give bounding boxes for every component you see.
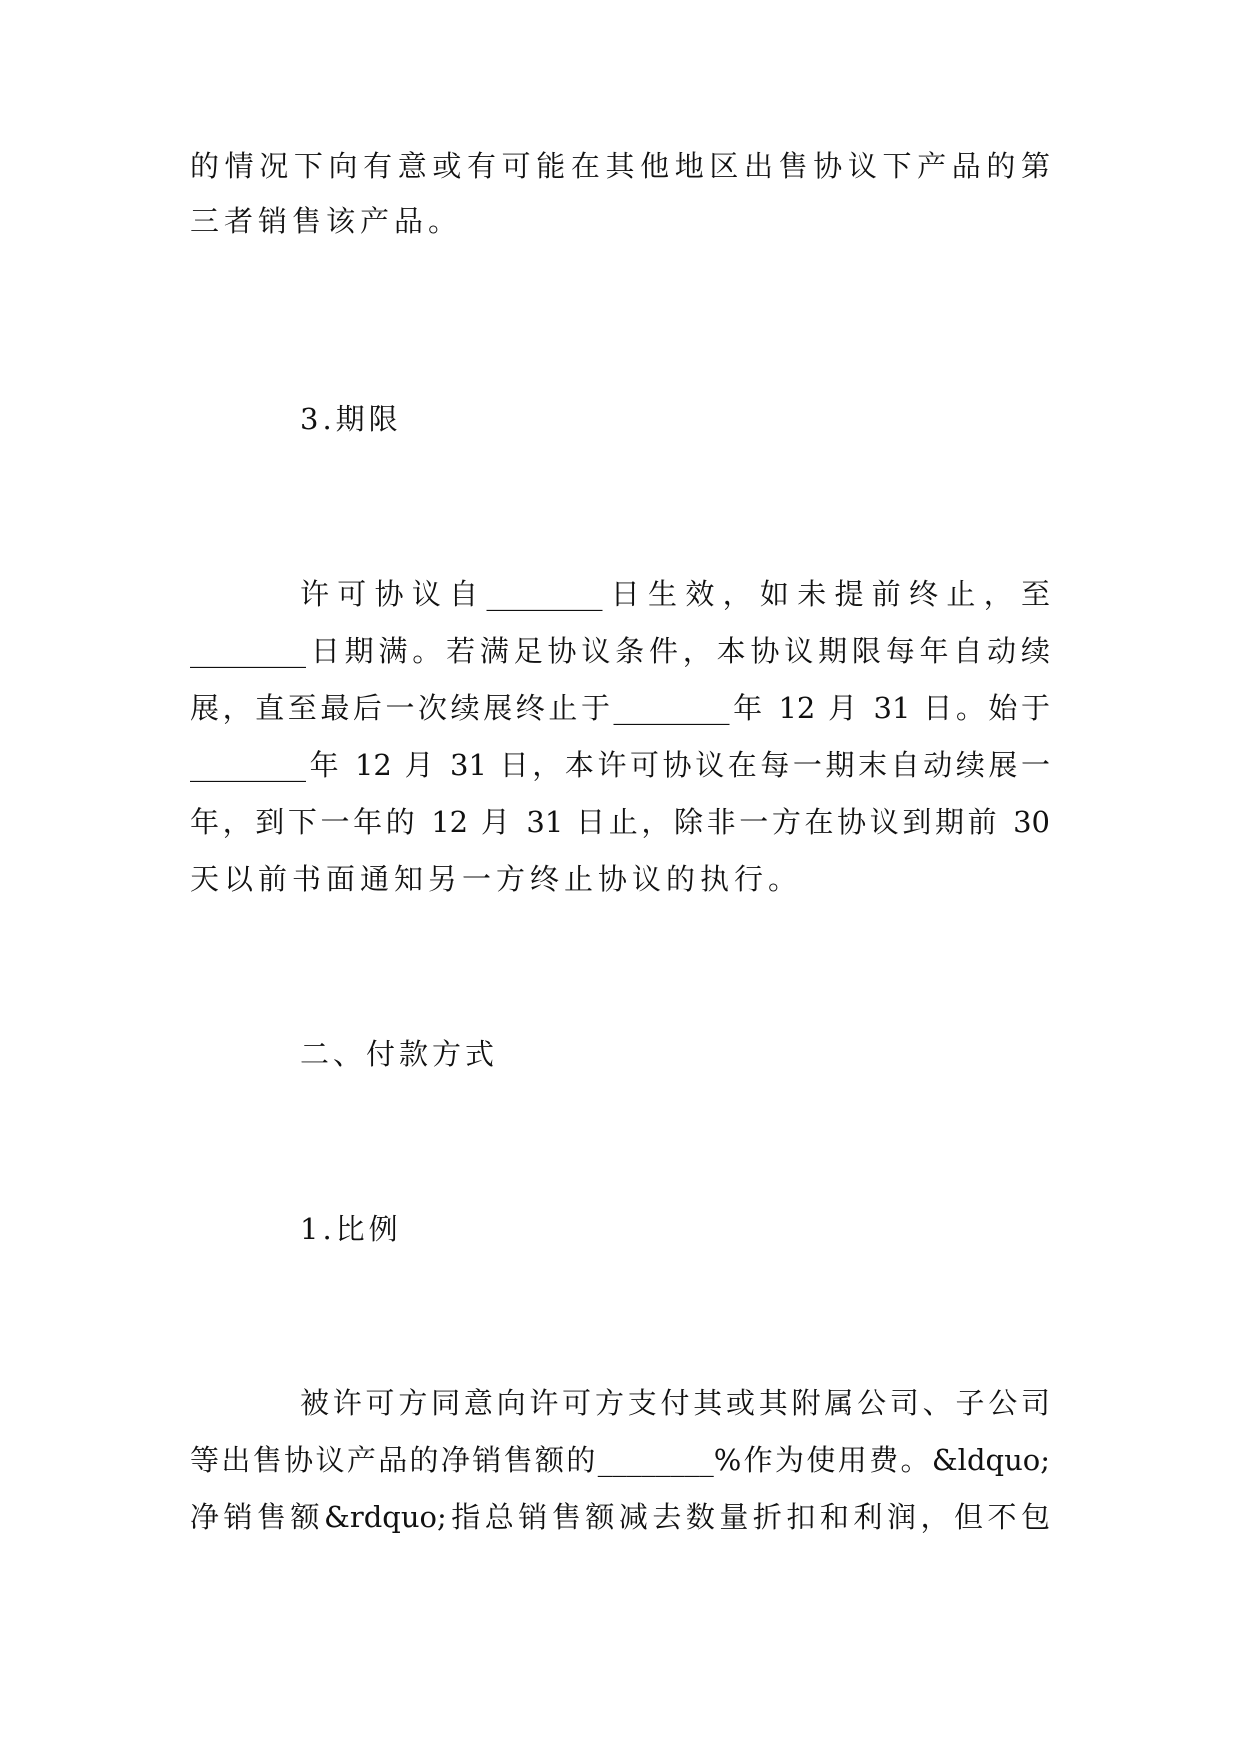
paragraph-2-line-6: 天以前书面通知另一方终止协议的执行。 (190, 862, 803, 896)
paragraph-2-line-2: ________日期满。若满足协议条件，本协议期限每年自动续 (190, 634, 1050, 668)
paragraph-2-line-3: 展，直至最后一次续展终止于________年 12 月 31 日。始于 (190, 691, 1050, 725)
paragraph-3-line-2: 等出售协议产品的净销售额的________%作为使用费。&ldquo; (190, 1443, 1050, 1477)
paragraph-2-line-4: ________年 12 月 31 日，本许可协议在每一期末自动续展一 (190, 748, 1050, 782)
paragraph-1-line-2: 三者销售该产品。 (190, 204, 463, 238)
paragraph-3-line-1: 被许可方同意向许可方支付其或其附属公司、子公司 (300, 1386, 1050, 1420)
section-heading-ratio: 1.比例 (300, 1212, 402, 1246)
paragraph-2-line-1: 许可协议自________日生效，如未提前终止，至 (300, 577, 1050, 611)
paragraph-1-line-1: 的情况下向有意或有可能在其他地区出售协议下产品的第 (190, 149, 1050, 183)
paragraph-3-line-3: 净销售额&rdquo;指总销售额减去数量折扣和利润，但不包 (190, 1500, 1050, 1534)
paragraph-2-line-5: 年，到下一年的 12 月 31 日止，除非一方在协议到期前 30 (190, 805, 1050, 839)
section-heading-term: 3.期限 (300, 402, 402, 436)
section-heading-payment: 二、付款方式 (300, 1037, 499, 1071)
